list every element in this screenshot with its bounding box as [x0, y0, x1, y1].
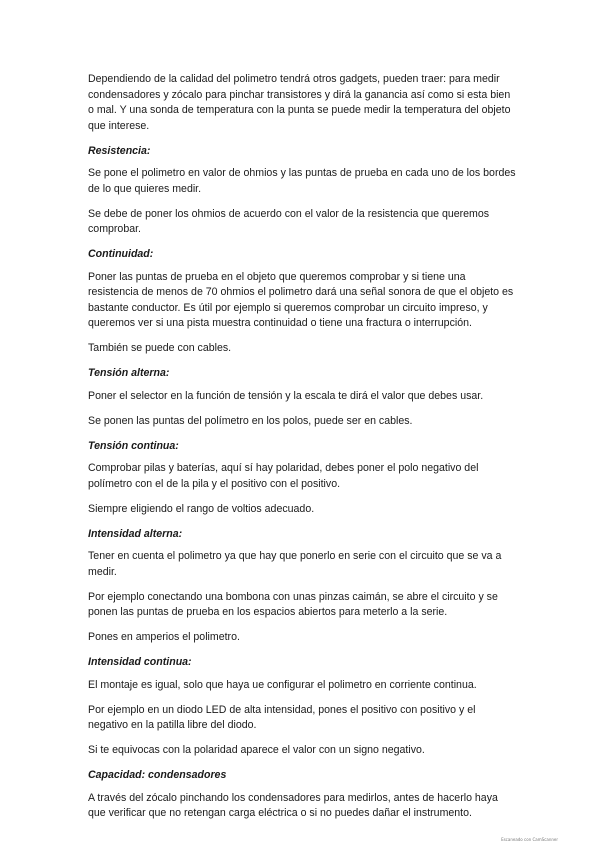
paragraph: El montaje es igual, solo que haya ue configurar el polimetro en corriente continua. [88, 678, 477, 691]
paragraph: Pones en amperios el polimetro. [88, 631, 240, 643]
paragraph: Tener en cuenta el polimetro ya que hay que ponerlo en serie con el circuito que se va a medir. [88, 550, 502, 578]
paragraph: Por ejemplo conectando una bombona con unas pinzas caimán, se abre el circuito y se ponen las puntas de prueba en los espacios abiertos para meterlo a la serie. [88, 590, 498, 618]
heading-tension-continua: Tensión continua: [88, 439, 179, 452]
paragraph: A través del zócalo pinchando los condensadores para medirlos, antes de hacerlo haya que verificar que no retengan carga eléctrica o si no puedes dañar el instrumento. [88, 791, 498, 819]
document-body [88, 72, 516, 831]
paragraph: Poner el selector en la función de tensión y la escala te dirá el valor que debes usar. [88, 389, 484, 402]
heading-resistencia: Resistencia: [88, 144, 151, 157]
paragraph: Se ponen las puntas del polímetro en los polos, puede ser en cables. [88, 414, 413, 427]
paragraph: También se puede con cables. [88, 342, 232, 354]
paragraph: Poner las puntas de prueba en el objeto que queremos comprobar y si tiene una resistencia de menos de 70 ohmios el polimetro dará una señal sonora de que el objeto es bastante conductor. Es útil por ejemplo si queremos comprobar un circuito impreso, y queremos ver si una pista muestra continuidad o tiene una fractura o interrupción. [88, 270, 514, 329]
scanner-watermark: Escaneado con CamScanner [501, 837, 558, 842]
heading-capacidad: Capacidad: condensadores [88, 769, 227, 781]
paragraph: Se pone el polimetro en valor de ohmios y las puntas de prueba en cada uno de los bordes de lo que quieres medir. [88, 167, 516, 195]
heading-intensidad-continua: Intensidad continua: [88, 656, 192, 668]
paragraph-intro: Dependiendo de la calidad del polimetro tendrá otros gadgets, pueden traer: para medir condensadores y zócalo para pinchar transistores y dirá la ganancia así como si esta bien o mal. Y una sonda de temperatura con la punta se puede medir la temperatura del objeto que interese. [88, 73, 511, 132]
paragraph: Siempre eligiendo el rango de voltios adecuado. [88, 502, 315, 515]
paragraph: Por ejemplo en un diodo LED de alta intensidad, pones el positivo con positivo y el negativo en la patilla libre del diodo. [88, 703, 476, 731]
paragraph: Si te equivocas con la polaridad aparece el valor con un signo negativo. [88, 744, 425, 756]
heading-intensidad-alterna: Intensidad alterna: [88, 527, 183, 540]
paragraph: Comprobar pilas y baterías, aquí sí hay polaridad, debes poner el polo negativo del polímetro con el de la pila y el positivo con el positivo. [88, 462, 479, 490]
heading-continuidad: Continuidad: [88, 248, 154, 260]
heading-tension-alterna: Tensión alterna: [88, 367, 170, 379]
paragraph: Se debe de poner los ohmios de acuerdo con el valor de la resistencia que queremos comprobar. [88, 207, 490, 235]
